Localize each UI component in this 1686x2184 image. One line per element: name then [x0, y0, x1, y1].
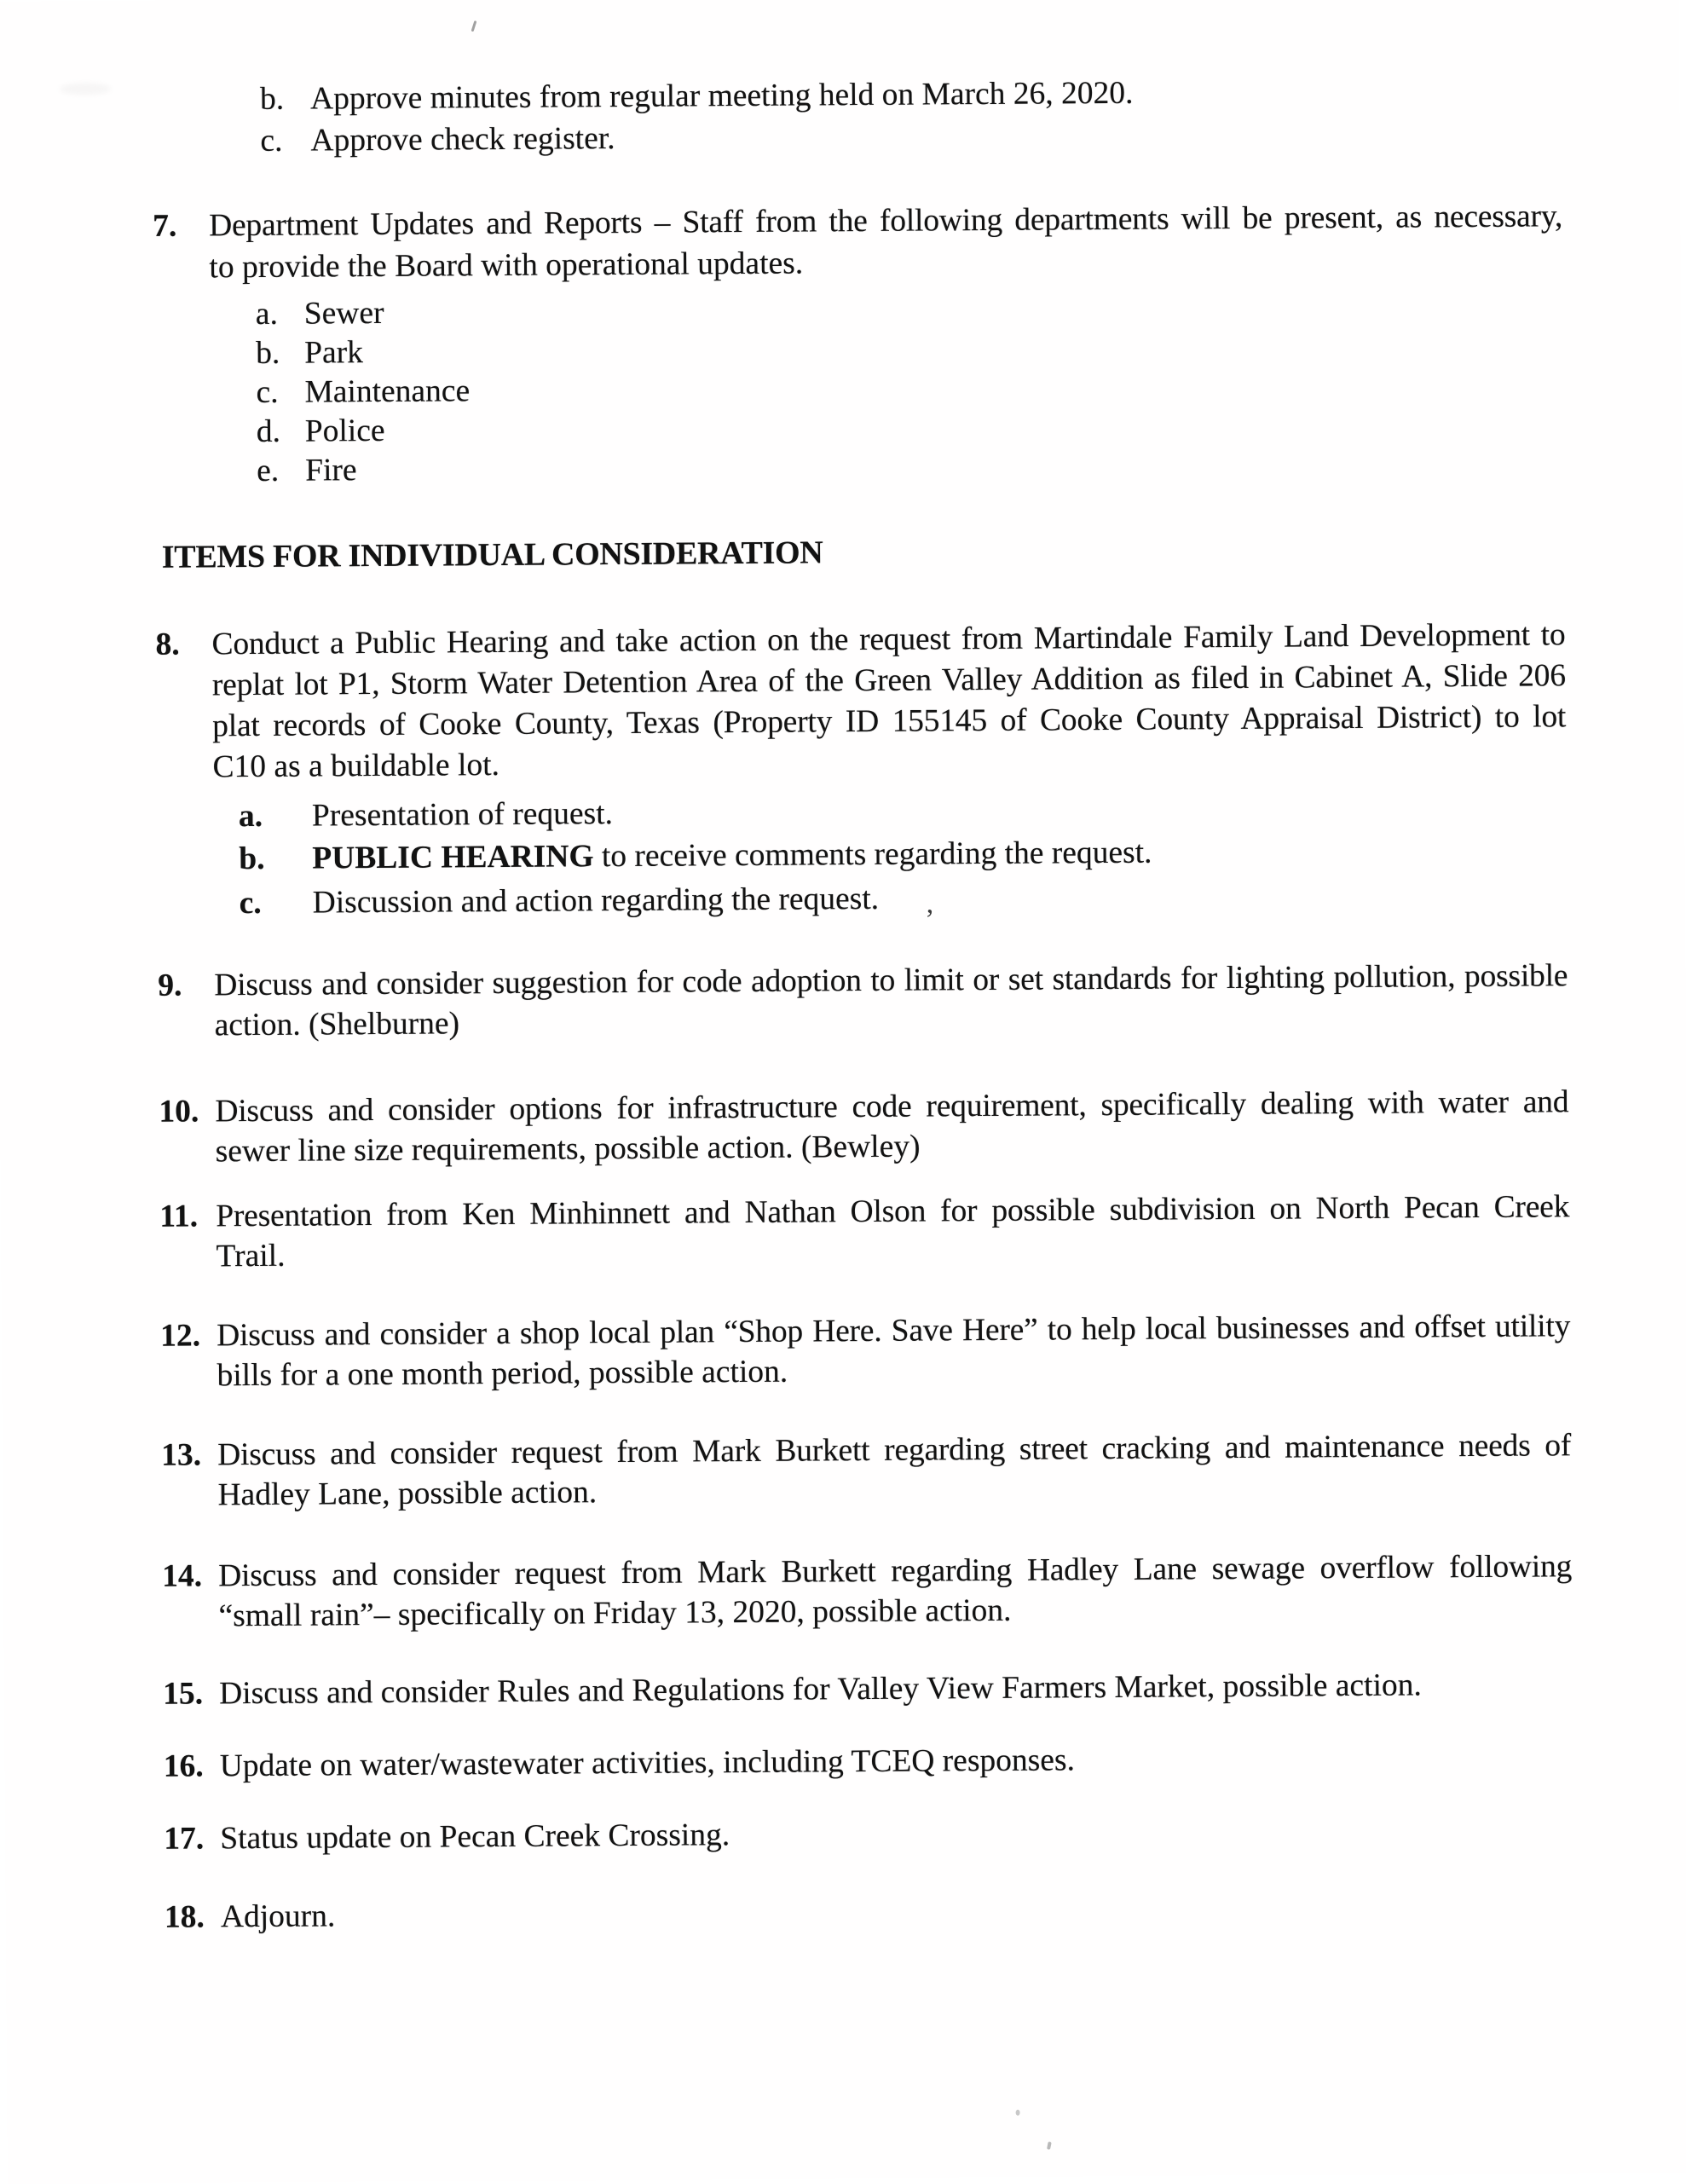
item-17-text: Status update on Pecan Creek Crossing. [220, 1815, 730, 1858]
agenda-item-15 [4, 1663, 1686, 1715]
item-number: 15. [163, 1673, 203, 1713]
department-name: Park [304, 332, 363, 373]
scan-tick-mark [471, 20, 477, 32]
section-title-row [0, 527, 1683, 579]
item-15-text: Discuss and consider Rules and Regulations for Valley View Farmers Market, possible action. [219, 1665, 1422, 1713]
item-18-text: Adjourn. [221, 1896, 336, 1937]
list-letter: c. [260, 121, 282, 161]
item-8-sub-c [0, 873, 1685, 925]
list-letter: b. [256, 333, 280, 373]
item-10-text-line-2: sewer line size requirements, possible action. (Bewley) [216, 1127, 921, 1172]
item-number: 9. [158, 966, 182, 1006]
item-11-text-line-2: Trail. [216, 1236, 285, 1277]
item-8-text-line-1: Conduct a Public Hearing and take action on the request from Martindale Family Land Development to [211, 615, 1565, 664]
public-hearing-bold-lead: PUBLIC HEARING [312, 839, 594, 875]
scan-speck [1047, 2141, 1052, 2150]
item-13-text-line-1: Discuss and consider request from Mark Burkett regarding street cracking and maintenance needs of [217, 1425, 1571, 1475]
department-name: Maintenance [304, 371, 470, 412]
item-14-text-line-1: Discuss and consider request from Mark Burkett regarding Hadley Lane sewage overflow following [218, 1546, 1572, 1596]
list-letter: d. [257, 412, 280, 452]
section-title: ITEMS FOR INDIVIDUAL CONSIDERATION [162, 533, 823, 577]
item-number: 10. [159, 1091, 199, 1131]
item-7-text-line-1: Department Updates and Reports – Staff from the following departments will be present, as necessary, [209, 196, 1562, 246]
item-number: 17. [164, 1818, 204, 1858]
item-8-sub-b [0, 829, 1684, 881]
item-number: 8. [155, 625, 179, 665]
list-letter: a. [256, 294, 278, 334]
item-9-text-line-1: Discuss and consider suggestion for code adoption to limit or set standards for lighting pollution, possible [214, 956, 1568, 1005]
item-8-sub-c-text [313, 879, 880, 923]
item-9-text-line-2: action. (Shelburne) [215, 1003, 460, 1045]
sub-text: Presentation of request. [312, 796, 613, 833]
item-7-text-line-2: to provide the Board with operational updates. [209, 243, 803, 287]
agenda-item-17 [5, 1808, 1686, 1860]
list-letter: b. [239, 839, 265, 879]
item-number: 12. [160, 1315, 200, 1355]
sub-text: to receive comments regarding the request. [593, 835, 1152, 875]
item-16-text: Update on water/wastewater activities, including TCEQ responses. [220, 1740, 1076, 1786]
item-12-text-line-1: Discuss and consider a shop local plan “Shop Here. Save Here” to help local businesses and offset utility [217, 1306, 1570, 1355]
list-letter: c. [240, 883, 262, 923]
item-14-text-line-2: “small rain”– specifically on Friday 13, 2020, possible action. [218, 1591, 1011, 1636]
department-name: Fire [305, 450, 357, 490]
item-8-sub-b-text [312, 833, 1152, 879]
item-12-text-line-2: bills for a one month period, possible action. [217, 1352, 788, 1396]
list-letter: a. [239, 796, 263, 836]
list-letter: c. [256, 373, 278, 413]
agenda-item-18 [6, 1886, 1686, 1938]
item-8-text-line-2: replat lot P1, Storm Water Detention Area of the Green Valley Addition as filed in Cabinet A, Slide 206 [212, 656, 1566, 705]
list-letter: e. [257, 451, 279, 491]
agenda-item-16 [5, 1736, 1686, 1788]
department-name: Police [305, 411, 385, 452]
item-number: 13. [161, 1435, 201, 1475]
item-number: 16. [164, 1746, 204, 1786]
item-number: 14. [162, 1556, 202, 1596]
consent-item-b-text: Approve minutes from regular meeting held on March 26, 2020. [310, 73, 1134, 119]
item-number: 18. [165, 1897, 205, 1937]
department-name: Sewer [304, 293, 384, 334]
consent-item-c-text: Approve check register. [310, 118, 615, 160]
scan-speck [1016, 2110, 1020, 2116]
item-13-text-line-2: Hadley Lane, possible action. [217, 1472, 597, 1515]
list-letter: b. [260, 79, 284, 119]
item-8-text-line-3: plat records of Cooke County, Texas (Property ID 155145 of Cooke County Appraisal District) to lot [212, 696, 1566, 746]
item-8-text-line-4: C10 as a buildable lot. [212, 745, 499, 787]
stray-comma-mark: , [927, 883, 934, 923]
item-number: 7. [153, 206, 176, 246]
item-8-sub-a-text [312, 794, 613, 835]
item-10-text-line-1: Discuss and consider options for infrastructure code requirement, specifically dealing with water and [215, 1082, 1568, 1131]
sub-text: Discussion and action regarding the request. [313, 881, 880, 921]
item-number: 11. [159, 1196, 198, 1236]
item-11-text-line-1: Presentation from Ken Minhinnett and Nathan Olson for possible subdivision on North Pecan Creek [216, 1187, 1569, 1236]
